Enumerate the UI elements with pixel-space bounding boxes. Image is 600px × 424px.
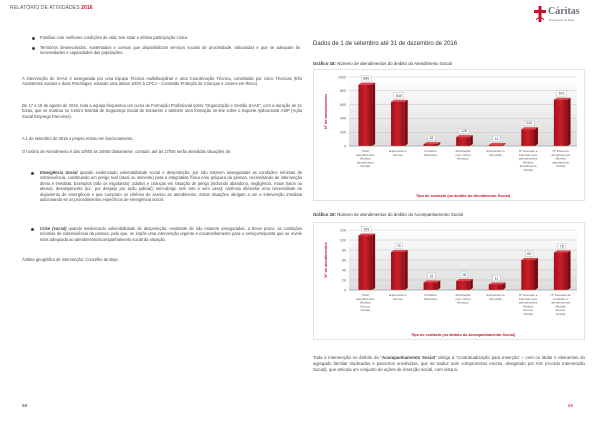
bullet-dot [32, 47, 35, 50]
logo-name: Cáritas [548, 6, 580, 17]
bullet-crisis [40, 226, 302, 242]
chart2-title [313, 212, 463, 217]
data-label: 75 [559, 244, 564, 249]
y-axis-label: Nº de atendimentos [324, 242, 328, 278]
data-label: 28 [429, 136, 434, 141]
y-tick-label: 0 [344, 288, 346, 293]
data-label: 60 [527, 252, 532, 256]
emergency-text: quando evidenciado vulnerabilidade social e desproteção, por não estarem asseguradas as condições mínimas de sobrevivência, constituindo um perigo real (atual ou iminente) para a integridade física e/ou psíquica da pessoa, necessitando de intervenção direta e imediata. Exemplos (não os esgotando): adultos e crianças em situação de perigo (incluindo abandono, negligência, maus tratos ou abuso); desalojamento (ex.: por despejo por ação judicial); sem-abrigo sem teto e sem casa); carência alimentar e/ou necessidade de alojamento de emergência e que cumpram os critérios de acesso ao atendimento. Estas situações obrigam a um a intervenção imediata adicionando-se os procedimentos específicos de emergência social. [40, 170, 302, 203]
section-title: Dados de 1 de setembro até 31 de dezembro de 2016 [313, 41, 458, 47]
x-axis-label: Tipo de contacto (no âmbito do Acompanhamento Social) [411, 333, 515, 337]
bar [554, 100, 568, 146]
chart2 [313, 222, 585, 340]
cross-icon [534, 6, 546, 22]
bar-side [372, 234, 375, 291]
category-label: Nº Diversos atendimentos (Âmbito atendimento Social) [551, 149, 571, 169]
bar-side [405, 100, 408, 146]
acomp-text-a: Toda a intervenção no âmbito do “ [313, 355, 383, 360]
header-title: RELATÓRIO DE ATIVIDADES [10, 5, 80, 11]
bullet-dot [31, 172, 34, 175]
acomp-bold: Acompanhamento Social [382, 355, 435, 360]
category-label: Nº Pessoas de Famílias c/ atendimentos (Âmbito Acomp. Social) [550, 293, 571, 316]
emergency-heading: Emergência Social [40, 170, 78, 175]
chart1 [313, 69, 585, 201]
bar-side [372, 83, 375, 146]
chart2-label: Gráfico 19: [313, 212, 336, 217]
acomp-text-b: ” obriga à ‘Contratualização para Inserção’ – com os titular e elementos do agregado familiar implicados e parceiros envolvidos, que se traduz num compromisso escrito, designado por AIS (Acordo Intervenção Social), que articula um conjunto de ações de inserção social, com vista a: [313, 355, 586, 372]
caritas-logo [534, 4, 592, 26]
y-tick-label: 40 [342, 268, 346, 273]
y-axis-label: Nº de atendimentos [324, 93, 328, 130]
bar [521, 260, 535, 290]
paragraph-acompanhamento [313, 355, 585, 373]
chart2-caption: Número de atendimentos do âmbito do Acompanhamento Social [337, 212, 463, 217]
data-label: 671 [558, 91, 565, 96]
bar [521, 129, 535, 146]
data-label: 14 [494, 137, 499, 142]
paragraph-team: A intervenção do SAAS é assegurada por uma Equipa Técnica multidisciplinar e uma Coordenação Técnica, constituída por cinco Técnicas (três Assistentes Sociais e duas Psicólogas, estando uma afetas 100% à CPCJ – Comissão Proteção de Crianças e Jovens em Risco). [22, 76, 302, 87]
bar [554, 253, 568, 291]
bar [391, 102, 405, 146]
chart1-svg [313, 69, 585, 201]
category-label: Entrevista no Serviço [388, 149, 407, 157]
bar-side [568, 98, 571, 146]
y-tick-label: 400 [340, 116, 346, 121]
chart2-svg [313, 222, 585, 340]
chart1-caption: Número de atendimentos do âmbito do Atendimento Social [337, 61, 452, 66]
y-tick-label: 80 [342, 248, 346, 253]
paragraph-schedule: O horário de Atendimento é das 10h00 às 16h00 diariamente, contudo, até às 17h00 serão atendidas situações de: [22, 149, 232, 154]
bar-side [535, 127, 538, 146]
y-tick-label: 100 [340, 238, 346, 243]
x-axis-label: Tipo de contacto (no âmbito do Atendimento Social) [415, 194, 511, 198]
data-label: 11 [494, 276, 499, 281]
paragraph-training: De 17 a 19 de agosto de 2016, toda a equipa frequentou um curso de Formação Profissional sobre “Organização e Gestão SAAS”, com a duração de 21 horas, que se realizou no Centro Distrital de Segurança Social de Santarém e também uma formação on-line sobre o Suporte Aplicacional ASIP (Ação Social Emprego Parceiros). [22, 103, 302, 119]
chart1-label: Gráfico 18: [313, 61, 336, 66]
running-header [10, 5, 93, 11]
top-bullet-1: Famílias com melhores condições de vida, tem estar e efetiva participação cívica. [40, 35, 189, 40]
y-tick-label: 800 [340, 89, 346, 94]
data-label: 76 [396, 244, 401, 248]
bar [391, 252, 405, 290]
bullet-dot [31, 228, 34, 231]
y-tick-label: 1000 [338, 75, 346, 80]
y-tick-label: 120 [340, 228, 346, 233]
bar-side [405, 250, 408, 290]
category-label: Articulação com outros Serviços [455, 293, 471, 305]
crisis-text: quando evidenciado vulnerabilidade de desproteção, resultante de não estarem asseguradas, a breve prazo, as condições mínimas de sobrevivência da pessoa, pelo que, se impõe uma intervenção urgente e encaminhamento para o serviço/resposta que se revele mais adequada ao atendimento/acompanhamento social da situação. [40, 226, 303, 242]
header-year: 2016 [81, 5, 93, 11]
category-label: Total atendimentos (Âmbito Acomp. Social) [355, 293, 375, 313]
bar [489, 285, 503, 291]
top-bullet-2: Territórios desenvolvidos, sustentados e coesos que disponibilizam serviços sociais de proximidade, articulados e que se adequam às necessidades e capacidades das populações. [40, 45, 300, 56]
bar [358, 85, 372, 146]
category-label: Entrevista no Domicílio [486, 149, 505, 157]
paragraph-geography: Âmbito geográfico de intervenção: Concelho de Beja. [22, 257, 119, 262]
logo-subtitle: Diocesana de Beja [549, 18, 575, 22]
category-label: Contacto Telefónico [423, 293, 438, 301]
data-label: 18 [462, 273, 466, 277]
paragraph-start: A 1 de setembro de 2016 o projeto entrou em funcionamento. [22, 136, 134, 141]
bar-side [535, 258, 538, 290]
bar [424, 144, 438, 146]
bar-side [568, 251, 571, 291]
category-label: Contacto Telefónico [423, 149, 438, 157]
category-label: Total atendimentos (Âmbito atendimento Social) [355, 149, 375, 169]
category-label: Articulação com outros Serviços [455, 149, 471, 161]
bullet-dot [32, 37, 35, 40]
data-label: 109 [363, 227, 370, 232]
bar [456, 281, 470, 290]
y-tick-label: 0 [344, 144, 346, 149]
bullet-emergency [40, 170, 302, 202]
y-tick-label: 200 [340, 130, 346, 135]
y-tick-label: 20 [342, 278, 346, 283]
crisis-heading: Crise (social) [40, 226, 67, 231]
category-label: Entrevista no Serviço [388, 293, 407, 301]
data-label: 640 [395, 93, 402, 98]
data-label: 128 [461, 129, 467, 134]
bar [456, 137, 470, 146]
chart1-title [313, 61, 452, 66]
category-label: Nº Pessoas e Famílias sem atendimentos (Âmbito Acomp. Social) [518, 293, 538, 316]
data-label: 243 [526, 121, 533, 126]
category-label: Entrevista no Domicílio [486, 293, 505, 301]
data-label: 889 [363, 76, 370, 81]
bar [424, 283, 438, 291]
data-label: 15 [429, 274, 434, 279]
y-tick-label: 600 [340, 102, 346, 107]
category-label: Nº Pessoas e Famílias sem atendimentos (Âmbito atendimento Social) [518, 149, 538, 172]
page-number-right: 69 [568, 403, 574, 408]
y-tick-label: 60 [342, 258, 346, 263]
page-number-left: 68 [22, 403, 28, 408]
bar [358, 236, 372, 291]
